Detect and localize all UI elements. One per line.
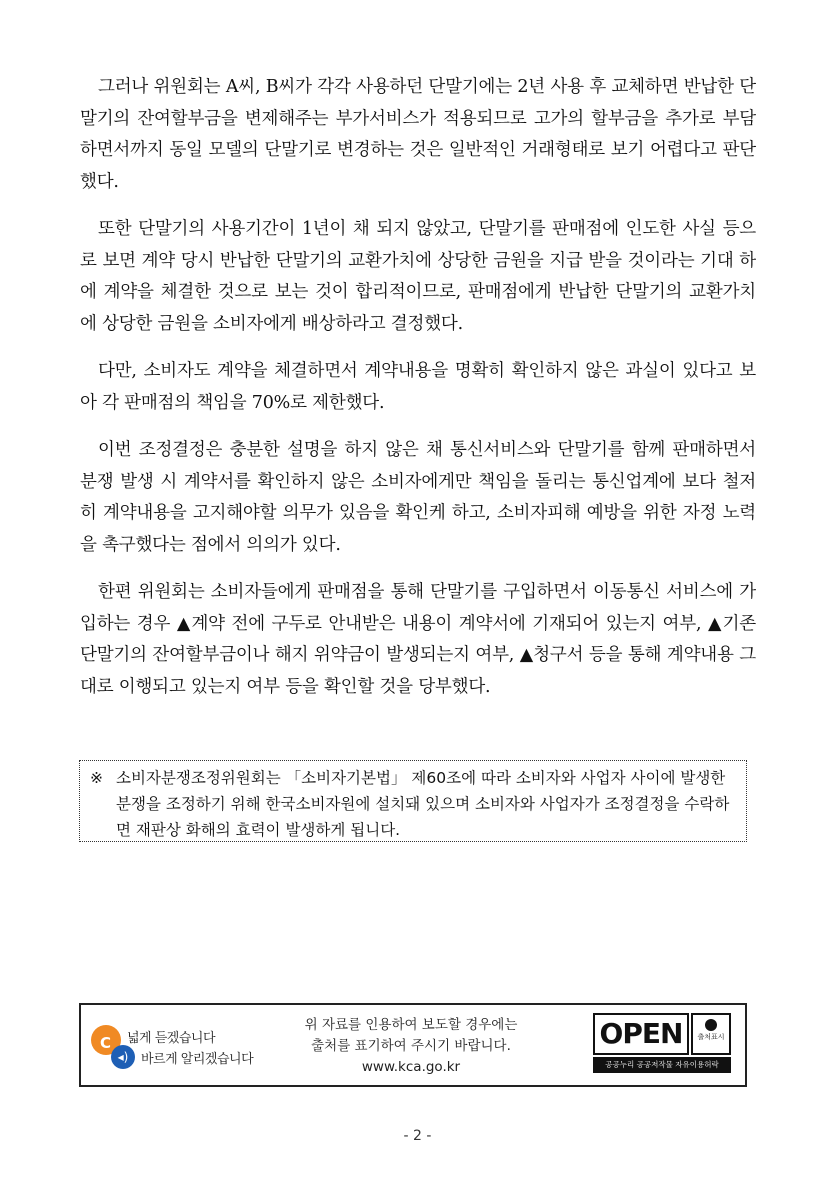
reference-mark: ※ <box>90 769 103 787</box>
kogl-open-license-logo <box>593 1013 731 1077</box>
citation-line-2: 출처를 표기하여 주시기 바랍니다. <box>311 1038 511 1054</box>
press-release-body <box>80 72 756 719</box>
kogl-caption-bar: 공공누리 공공저작물 자유이용허락 <box>593 1057 731 1073</box>
slogan-line-2: 바르게 알리겠습니다 <box>141 1052 254 1067</box>
paragraph-1: 그러나 위원회는 A씨, B씨가 각각 사용하던 단말기에는 2년 사용 후 교체하면 반납한 단말기의 잔여할부금을 변제해주는 부가서비스가 적용되므로 고가의 할부금을 추가로 부담하면서까지 동일 모델의 단말기로 변경하는 것은 일반적인 거래형태로 보기 어렵다고 판단했다. <box>80 77 756 192</box>
citation-url: www.kca.go.kr <box>361 1059 461 1075</box>
slogan-line-1: 넓게 듣겠습니다 <box>127 1031 216 1046</box>
paragraph-5: 한편 위원회는 소비자들에게 판매점을 통해 단말기를 구입하면서 이동통신 서비스에 가입하는 경우 ▲계약 전에 구두로 안내받은 내용이 계약서에 기재되어 있는지 여부, ▲기존 단말기의 잔여할부금이나 해지 위약금이 발생되는지 여부, ▲청구서 등을 통해 계약내용 그대로 이행되고 있는지 여부 등을 확인할 것을 당부했다. <box>80 582 756 697</box>
blue-speaker-icon: ◂) <box>111 1045 135 1069</box>
open-wordmark: OPEN <box>593 1013 689 1055</box>
footer-box <box>79 1003 747 1087</box>
kca-slogan-logo <box>89 1021 279 1077</box>
citation-notice <box>281 1015 541 1078</box>
paragraph-4: 이번 조정결정은 충분한 설명을 하지 않은 채 통신서비스와 단말기를 함께 판매하면서 분쟁 발생 시 계약서를 확인하지 않은 소비자에게만 책임을 돌리는 통신업계에 보다 철저히 계약내용을 고지해야할 의무가 있음을 확인케 하고, 소비자피해 예방을 위한 자정 노력을 촉구했다는 점에서 의의가 있다. <box>80 440 756 555</box>
committee-notice-box <box>79 760 747 842</box>
citation-line-1: 위 자료를 인용하여 보도할 경우에는 <box>304 1017 518 1033</box>
attribution-person-icon <box>691 1013 731 1055</box>
paragraph-3: 다만, 소비자도 계약을 체결하면서 계약내용을 명확히 확인하지 않은 과실이 있다고 보아 각 판매점의 책임을 70%로 제한했다. <box>80 361 756 413</box>
attribution-caption: 출처표시 <box>697 1033 725 1041</box>
notice-text: 소비자분쟁조정위원회는 「소비자기본법」 제60조에 따라 소비자와 사업자 사이에 발생한 분쟁을 조정하기 위해 한국소비자원에 설치돼 있으며 소비자와 사업자가 조정결정을 수락하면 재판상 화해의 효력이 발생하게 됩니다. <box>116 769 730 839</box>
page-number: - 2 - <box>403 1128 432 1144</box>
paragraph-2: 또한 단말기의 사용기간이 1년이 채 되지 않았고, 단말기를 판매점에 인도한 사실 등으로 보면 계약 당시 반납한 단말기의 교환가치에 상당한 금원을 지급 받을 것이라는 기대 하에 계약을 체결한 것으로 보는 것이 합리적이므로, 판매점에게 반납한 단말기의 교환가치에 상당한 금원을 소비자에게 배상하라고 결정했다. <box>80 219 756 334</box>
orange-circle-icon: C <box>91 1025 121 1055</box>
